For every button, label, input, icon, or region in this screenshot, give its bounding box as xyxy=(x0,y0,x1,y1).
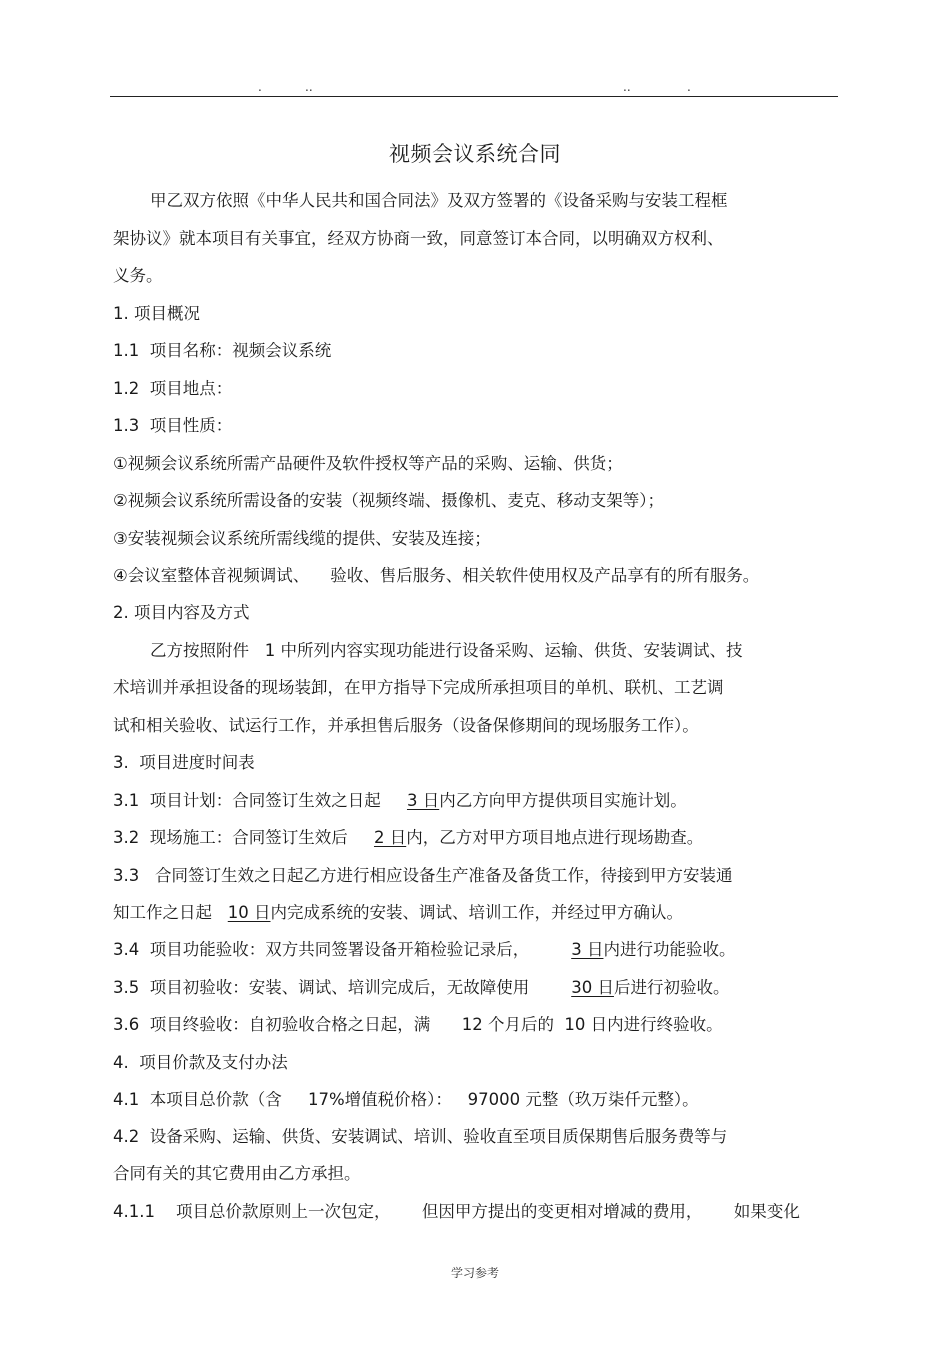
clause-line: 1.2 项目地点： xyxy=(113,379,233,398)
header-mark: .. xyxy=(305,80,313,94)
underlined-value: 2 日 xyxy=(373,828,407,847)
paragraph-line: 术培训并承担设备的现场装卸，在甲方指导下完成所承担项目的单机、联机、工艺调 xyxy=(113,678,724,697)
clause-line: 4.1.1 项目总价款原则上一次包定， 但因甲方提出的变更相对增减的费用， 如果变化 xyxy=(113,1202,800,1221)
clause-line: 1.1 项目名称：视频会议系统 xyxy=(113,341,332,360)
underlined-value: 10 日 xyxy=(227,903,271,922)
clause-line xyxy=(113,939,735,961)
paragraph-line: 乙方按照附件 1 中所列内容实现功能进行设备采购、运输、供货、安装调试、技 xyxy=(150,641,743,660)
intro-line: 甲乙双方依照《中华人民共和国合同法》及双方签署的《设备采购与安装工程框 xyxy=(150,191,728,210)
underlined-value: 30 日 xyxy=(571,978,614,997)
clause-line: 3.3 合同签订生效之日起乙方进行相应设备生产准备及备货工作，待接到甲方安装通 xyxy=(113,866,733,885)
clause-line xyxy=(113,790,687,812)
clause-line xyxy=(113,977,729,999)
clause-text: 知工作之日起 xyxy=(113,903,228,922)
clause-line: 4.1 本项目总价款（含 17%增值税价格）： 97000 元整（玖万柒仟元整）。 xyxy=(113,1090,699,1109)
header-divider xyxy=(110,96,838,97)
intro-line: 义务。 xyxy=(113,266,163,285)
list-item: ③安装视频会议系统所需线缆的提供、安装及连接； xyxy=(113,529,491,548)
document-title: 视频会议系统合同 xyxy=(389,142,561,166)
clause-text: 内乙方向甲方提供项目实施计划。 xyxy=(439,791,687,810)
section-heading: 3. 项目进度时间表 xyxy=(113,753,255,772)
list-item: ④会议室整体音视频调试、 验收、售后服务、相关软件使用权及产品享有的所有服务。 xyxy=(113,566,760,585)
section-heading: 1. 项目概况 xyxy=(113,304,200,323)
clause-line: 4.2 设备采购、运输、供货、安装调试、培训、验收直至项目质保期售后服务费等与 xyxy=(113,1127,728,1146)
clause-line xyxy=(113,902,683,924)
clause-line: 1.3 项目性质： xyxy=(113,416,233,435)
section-heading: 2. 项目内容及方式 xyxy=(113,603,250,622)
clause-text: 后进行初验收。 xyxy=(613,978,730,997)
clause-text: 内，乙方对甲方项目地点进行现场勘查。 xyxy=(406,828,704,847)
clause-line xyxy=(113,827,703,849)
clause-line: 合同有关的其它费用由乙方承担。 xyxy=(113,1164,361,1183)
intro-line: 架协议》就本项目有关事宜，经双方协商一致，同意签订本合同，以明确双方权利、 xyxy=(113,229,724,248)
page-footer: 学习参考 xyxy=(450,1266,499,1280)
list-item: ①视频会议系统所需产品硬件及软件授权等产品的采购、运输、供货； xyxy=(113,454,623,473)
paragraph-line: 试和相关验收、试运行工作，并承担售后服务（设备保修期间的现场服务工作）。 xyxy=(113,716,699,735)
underlined-value: 3 日 xyxy=(571,940,604,959)
header-mark: . xyxy=(258,80,262,94)
clause-text: 3.4 项目功能验收：双方共同签署设备开箱检验记录后， xyxy=(113,940,572,959)
underlined-value: 3 日 xyxy=(406,791,440,810)
clause-text: 3.5 项目初验收：安装、调试、培训完成后，无故障使用 xyxy=(113,978,572,997)
clause-line: 3.6 项目终验收：自初验收合格之日起，满 12 个月后的 10 日内进行终验收。 xyxy=(113,1015,723,1034)
clause-text: 3.1 项目计划：合同签订生效之日起 xyxy=(113,791,407,810)
section-heading: 4. 项目价款及支付办法 xyxy=(113,1053,288,1072)
clause-text: 内进行功能验收。 xyxy=(603,940,736,959)
list-item: ②视频会议系统所需设备的安装（视频终端、摄像机、麦克、移动支架等）； xyxy=(113,491,665,510)
clause-text: 内完成系统的安装、调试、培训工作，并经过甲方确认。 xyxy=(270,903,683,922)
clause-text: 3.2 现场施工：合同签订生效后 xyxy=(113,828,374,847)
header-mark: .. xyxy=(623,80,631,94)
header-mark: . xyxy=(687,80,691,94)
